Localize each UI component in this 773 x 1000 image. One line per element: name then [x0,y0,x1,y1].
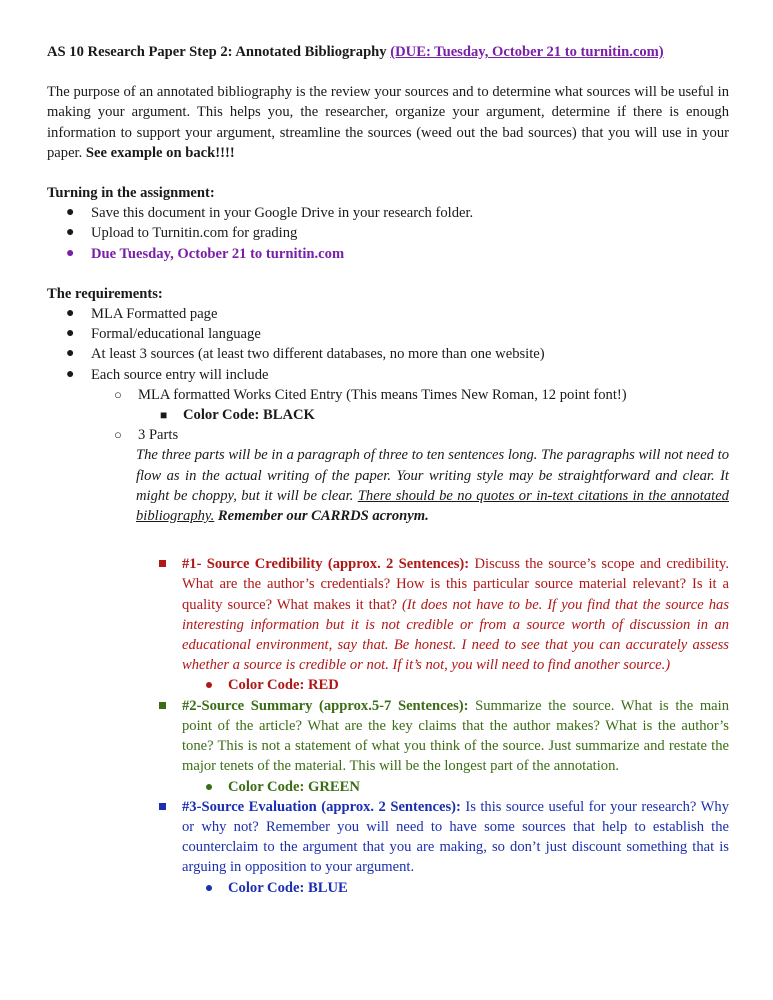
due-date-link[interactable]: (DUE: Tuesday, October 21 to turnitin.com) [390,44,664,60]
intro-paragraph [47,82,729,163]
bullet-icon [206,885,212,891]
bullet-icon: ● [66,225,75,241]
bullet-icon [206,682,212,688]
sub-item-parts: ○ 3 Parts [47,425,729,445]
bullet-icon: ● [66,205,75,221]
list-item: ● MLA Formatted page [47,304,729,324]
color-code-blue: Color Code: BLUE [47,878,729,898]
bullet-icon: ● [66,326,75,342]
color-code-black: ■ Color Code: BLACK [47,405,729,425]
intro-text: The purpose of an annotated bibliography is the review your sources and to determine what sources will be useful in making your argument. This helps you, the researcher, organize your argument, determine if there is enough information to support your argument, streamline the sources (weed out the bad sources) that you will use in your paper. [47,84,729,161]
intro-bold-end: See example on back!!!! [85,144,235,161]
title-text: AS 10 Research Paper Step 2: Annotated Bibliography [47,44,387,60]
document-title [47,42,729,62]
bullet-icon [206,784,212,790]
list-item: ● Save this document in your Google Drive in your research folder. [47,203,729,223]
bullet-icon: ● [66,366,75,382]
circle-bullet-icon: ○ [114,386,122,402]
color-code-green: Color Code: GREEN [47,777,729,797]
square-bullet-icon [159,702,166,709]
sub-item-mla: ○ MLA formatted Works Cited Entry (This means Times New Roman, 12 point font!) [47,385,729,405]
list-item: ● Formal/educational language [47,324,729,344]
square-bullet-icon: ■ [160,408,168,423]
part-summary: #2-Source Summary (approx.5-7 Sentences): Summarize the source. What is the main point of the article? What are the key claims that the author makes? What is the author’s tone? This is not a statement of what you think of the source. Just summarize and restate the major tenets of the material. This will be the longest part of the annotation. [47,696,729,777]
square-bullet-icon [159,803,166,810]
requirements-heading: The requirements: [47,285,163,302]
bullet-icon: ● [66,245,75,261]
list-item: ● Upload to Turnitin.com for grading [47,223,729,243]
list-item-due: ● Due Tuesday, October 21 to turnitin.com [47,244,729,264]
parts-paragraph: The three parts will be in a paragraph of three to ten sentences long. The paragraphs will not need to flow as in the actual writing of the paper. Your writing style may be straightforward and clear. It might be choppy, but it will be clear. There should be no quotes or in-text citations in the annotated bibliography. Remember our CARRDS acronym. [136,447,729,525]
part-evaluation: #3-Source Evaluation (approx. 2 Sentences): Is this source useful for your research? Why or why not? Remember you will need to have some sources that help to establish the counterclaim to the argument that you are making, so don’t just discount something that is arguing in opposition to your argument. [47,797,729,878]
part-credibility: #1- Source Credibility (approx. 2 Sentences): Discuss the source’s scope and credibility. What are the author’s credentials? How is this particular source material relevant? Is it a quality source? What makes it that? (It does not have to be. If you find that the source has interesting information but it is not credible or from a source worth of discussion in an educational environment, say that. Be honest. I need to see that you can accurately assess whether a source is credible or not. If it’s not, you will need to find another source.) [47,554,729,675]
turning-in-heading: Turning in the assignment: [47,185,215,202]
bullet-icon: ● [66,306,75,322]
list-item: ● At least 3 sources (at least two different databases, no more than one website) [47,344,729,364]
color-code-red: Color Code: RED [47,675,729,695]
bullet-icon: ● [66,346,75,362]
list-item: ● Each source entry will include [47,365,729,385]
circle-bullet-icon: ○ [114,427,122,443]
square-bullet-icon [159,560,166,567]
